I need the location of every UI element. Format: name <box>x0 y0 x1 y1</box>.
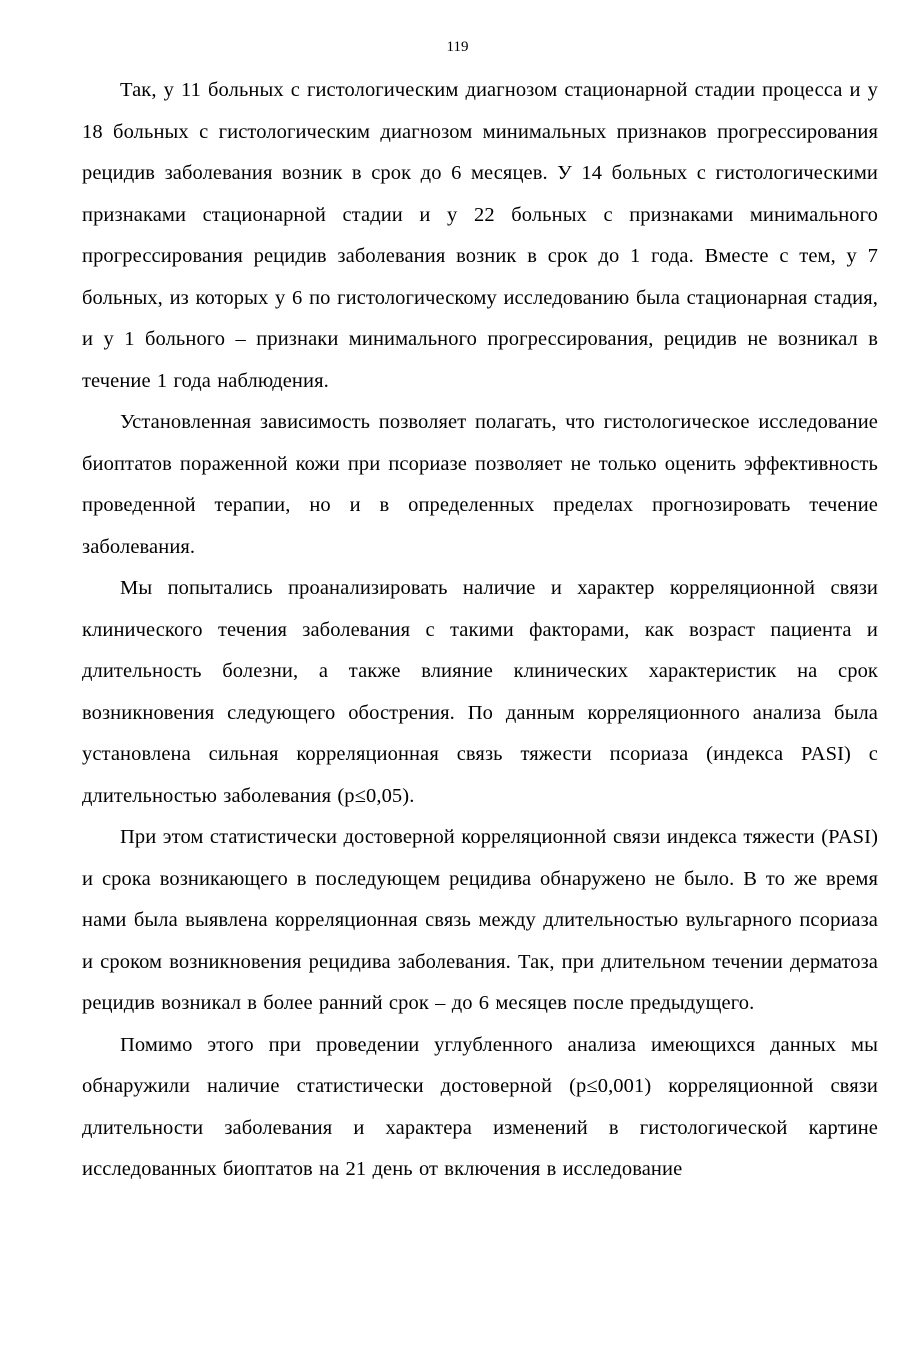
text-body <box>82 70 878 1191</box>
page-number: 119 <box>446 39 469 55</box>
paragraph-2: Установленная зависимость позволяет полагать, что гистологическое исследование биоптатов пораженной кожи при псориазе позволяет не только оценить эффективность проведенной терапии, но и в определенных пределах прогнозировать течение заболевания. <box>82 411 878 558</box>
paragraph-5: Помимо этого при проведении углубленного анализа имеющихся данных мы обнаружили наличие статистически достоверной (p≤0,001) корреляционной связи длительности заболевания и характера изменений в гистологической картине исследованных биоптатов на 21 день от включения в исследование <box>82 1033 878 1180</box>
paragraph-4: При этом статистически достоверной корреляционной связи индекса тяжести (PASI) и срока возникающего в последующем рецидива обнаружено не было. В то же время нами была выявлена корреляционная связь между длительностью вульгарного псориаза и сроком возникновения рецидива заболевания. Так, при длительном течении дерматоза рецидив возникал в более ранний срок – до 6 месяцев после предыдущего. <box>82 826 878 1014</box>
paragraph-3: Мы попытались проанализировать наличие и характер корреляционной связи клинического течения заболевания с такими факторами, как возраст пациента и длительность болезни, а также влияние клинических характеристик на срок возникновения следующего обострения. По данным корреляционного анализа была установлена сильная корреляционная связь тяжести псориаза (индекса PASI) с длительностью заболевания (p≤0,05). <box>82 577 878 807</box>
paragraph-1: Так, у 11 больных с гистологическим диагнозом стационарной стадии процесса и у 18 больных с гистологическим диагнозом минимальных признаков прогрессирования рецидив заболевания возник в срок до 6 месяцев. У 14 больных с гистологическими признаками стационарной стадии и у 22 больных с признаками минимального прогрессирования рецидив заболевания возник в срок до 1 года. Вместе с тем, у 7 больных, из которых у 6 по гистологическому исследованию была стационарная стадия, и у 1 больного – признаки минимального прогрессирования, рецидив не возникал в течение 1 года наблюдения. <box>82 79 878 392</box>
